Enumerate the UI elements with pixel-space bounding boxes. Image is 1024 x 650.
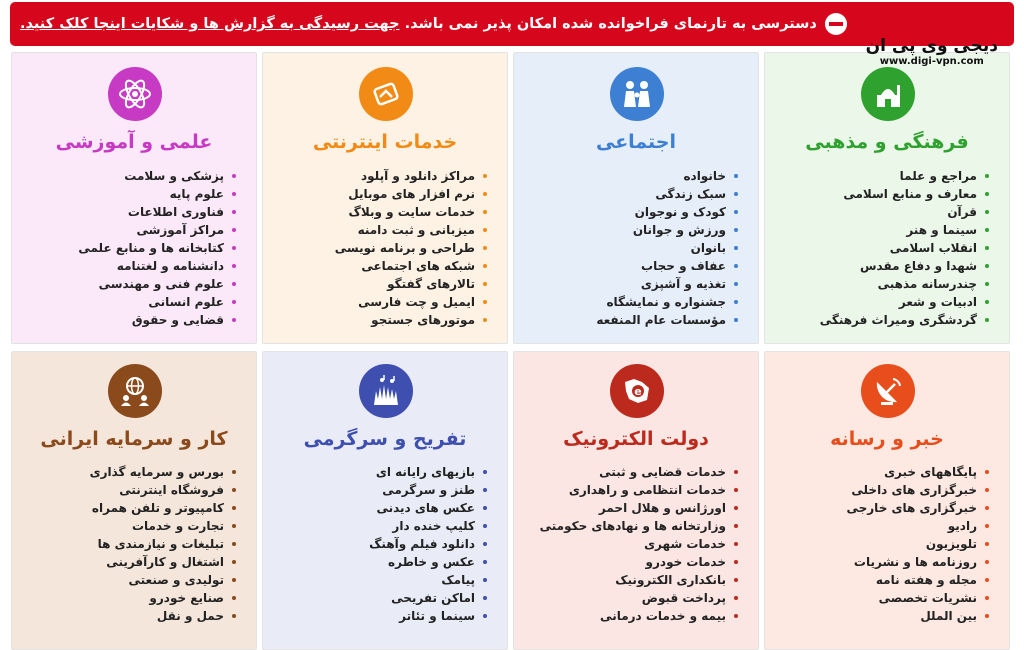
list-item[interactable]: موتورهای جستجو [335,311,489,329]
category-items [540,463,740,625]
category-items [820,167,991,329]
category-card-scientific[interactable] [11,52,257,344]
list-item[interactable]: جشنواره و نمایشگاه [596,293,740,311]
category-items [90,463,238,625]
list-item[interactable]: پیامک [369,571,489,589]
list-item[interactable]: مراجع و علما [820,167,991,185]
iran-map-icon [610,364,664,418]
category-card-social[interactable] [513,52,759,344]
category-title: علمی و آموزشی [55,131,213,153]
category-card-internet-services[interactable] [262,52,508,344]
category-title: کار و سرمایه ایرانی [40,428,228,450]
list-item[interactable]: خدمات خودرو [540,553,740,571]
list-item[interactable]: پرداخت قبوض [540,589,740,607]
category-items [369,463,489,625]
list-item[interactable]: انقلاب اسلامی [820,239,991,257]
category-title: دولت الکترونیک [563,428,709,450]
list-item[interactable]: میزبانی و ثبت دامنه [335,221,489,239]
list-item[interactable]: شبکه های اجتماعی [335,257,489,275]
category-items [846,463,991,625]
list-item[interactable]: فروشگاه اینترنتی [90,481,238,499]
family-icon [610,67,664,121]
list-item[interactable]: بانوان [596,239,740,257]
list-item[interactable]: بازیهای رایانه ای [369,463,489,481]
business-globe-icon [108,364,162,418]
list-item[interactable]: خدمات انتظامی و راهداری [540,481,740,499]
list-item[interactable]: اورژانس و هلال احمر [540,499,740,517]
list-item[interactable]: بورس و سرمایه گذاری [90,463,238,481]
list-item[interactable]: مؤسسات عام المنفعه [596,311,740,329]
banner-message: دسترسی به تارنمای فراخوانده شده امکان پذیر نمی باشد. [404,16,817,32]
list-item[interactable]: نشریات تخصصی [846,589,991,607]
list-item[interactable]: اماکن تفریحی [369,589,489,607]
list-item[interactable]: خدمات سایت و وبلاگ [335,203,489,221]
watermark-url: www.digi-vpn.com [879,56,984,67]
list-item[interactable]: عکس های دیدنی [369,499,489,517]
list-item[interactable]: خانواده [596,167,740,185]
svg-text:e: e [634,385,642,398]
category-grid [10,52,1014,650]
list-item[interactable]: خدمات قضایی و ثبتی [540,463,740,481]
list-item[interactable]: خدمات شهری [540,535,740,553]
list-item[interactable]: تلویزیون [846,535,991,553]
list-item[interactable]: خبرگزاری های خارجی [846,499,991,517]
category-title: تفریح و سرگرمی [303,428,467,450]
list-item[interactable]: قرآن [820,203,991,221]
minus-circle-icon [825,13,847,35]
category-card-business[interactable] [11,351,257,650]
list-item[interactable]: کامپیوتر و تلفن همراه [90,499,238,517]
list-item[interactable]: معارف و منابع اسلامی [820,185,991,203]
watermark [866,36,998,67]
list-item[interactable]: تالارهای گفتگو [335,275,489,293]
list-item[interactable]: سینما و تئاتر [369,607,489,625]
list-item[interactable]: سبک زندگی [596,185,740,203]
list-item[interactable]: مراکز دانلود و آپلود [335,167,489,185]
category-items [78,167,238,329]
list-item[interactable]: قضایی و حقوق [78,311,238,329]
list-item[interactable]: پزشکی و سلامت [78,167,238,185]
list-item[interactable]: ادبیات و شعر [820,293,991,311]
list-item[interactable]: کلیپ خنده دار [369,517,489,535]
list-item[interactable]: وزارتخانه ها و نهادهای حکومتی [540,517,740,535]
list-item[interactable]: عفاف و حجاب [596,257,740,275]
report-complaint-link[interactable]: جهت رسیدگی به گزارش ها و شکایات اینجا کلک کنید. [20,16,400,32]
list-item[interactable]: ورزش و جوانان [596,221,740,239]
list-item[interactable]: عکس و خاطره [369,553,489,571]
category-title: اجتماعی [595,131,677,153]
list-item[interactable]: طراحی و برنامه نویسی [335,239,489,257]
list-item[interactable]: مراکز آموزشی [78,221,238,239]
atom-icon [108,67,162,121]
category-card-news-media[interactable] [764,351,1010,650]
list-item[interactable]: چندرسانه مذهبی [820,275,991,293]
mosque-icon [861,67,915,121]
list-item[interactable]: روزنامه ها و نشریات [846,553,991,571]
list-item[interactable]: علوم پایه [78,185,238,203]
list-item[interactable]: دانشنامه و لغتنامه [78,257,238,275]
list-item[interactable]: علوم فنی و مهندسی [78,275,238,293]
internet-services-icon [359,67,413,121]
list-item[interactable]: شهدا و دفاع مقدس [820,257,991,275]
list-item[interactable]: علوم انسانی [78,293,238,311]
category-items [335,167,489,329]
list-item[interactable]: نرم افزار های موبایل [335,185,489,203]
list-item[interactable]: دانلود فیلم وآهنگ [369,535,489,553]
category-title: فرهنگی و مذهبی [805,131,969,153]
list-item[interactable]: فناوری اطلاعات [78,203,238,221]
list-item[interactable]: ایمیل و چت فارسی [335,293,489,311]
list-item[interactable]: بیمه و خدمات درمانی [540,607,740,625]
category-card-entertainment[interactable] [262,351,508,650]
list-item[interactable]: بانکداری الکترونیک [540,571,740,589]
list-item[interactable]: تبلیغات و نیازمندی ها [90,535,238,553]
list-item[interactable]: سینما و هنر [820,221,991,239]
list-item[interactable]: اشتغال و کارآفرینی [90,553,238,571]
list-item[interactable]: طنز و سرگرمی [369,481,489,499]
list-item[interactable]: تولیدی و صنعتی [90,571,238,589]
blocked-access-banner [10,2,1014,46]
list-item[interactable]: کتابخانه ها و منابع علمی [78,239,238,257]
category-card-cultural[interactable] [764,52,1010,344]
list-item[interactable]: رادیو [846,517,991,535]
list-item[interactable]: گردشگری ومیراث فرهنگی [820,311,991,329]
list-item[interactable]: حمل و نقل [90,607,238,625]
satellite-dish-icon [861,364,915,418]
list-item[interactable]: بین الملل [846,607,991,625]
banner-text [20,16,817,32]
list-item[interactable]: خبرگزاری های داخلی [846,481,991,499]
list-item[interactable]: تجارت و خدمات [90,517,238,535]
list-item[interactable]: صنایع خودرو [90,589,238,607]
watermark-title: دیجی وی پی ان [865,36,998,56]
category-card-e-government[interactable] [513,351,759,650]
list-item[interactable]: کودک و نوجوان [596,203,740,221]
category-title: خبر و رسانه [830,428,944,450]
list-item[interactable]: تغذیه و آشپزی [596,275,740,293]
hands-music-icon [359,364,413,418]
category-items [596,167,740,329]
category-title: خدمات اینترنتی [312,131,458,153]
list-item[interactable]: پایگاههای خبری [846,463,991,481]
list-item[interactable]: مجله و هفته نامه [846,571,991,589]
